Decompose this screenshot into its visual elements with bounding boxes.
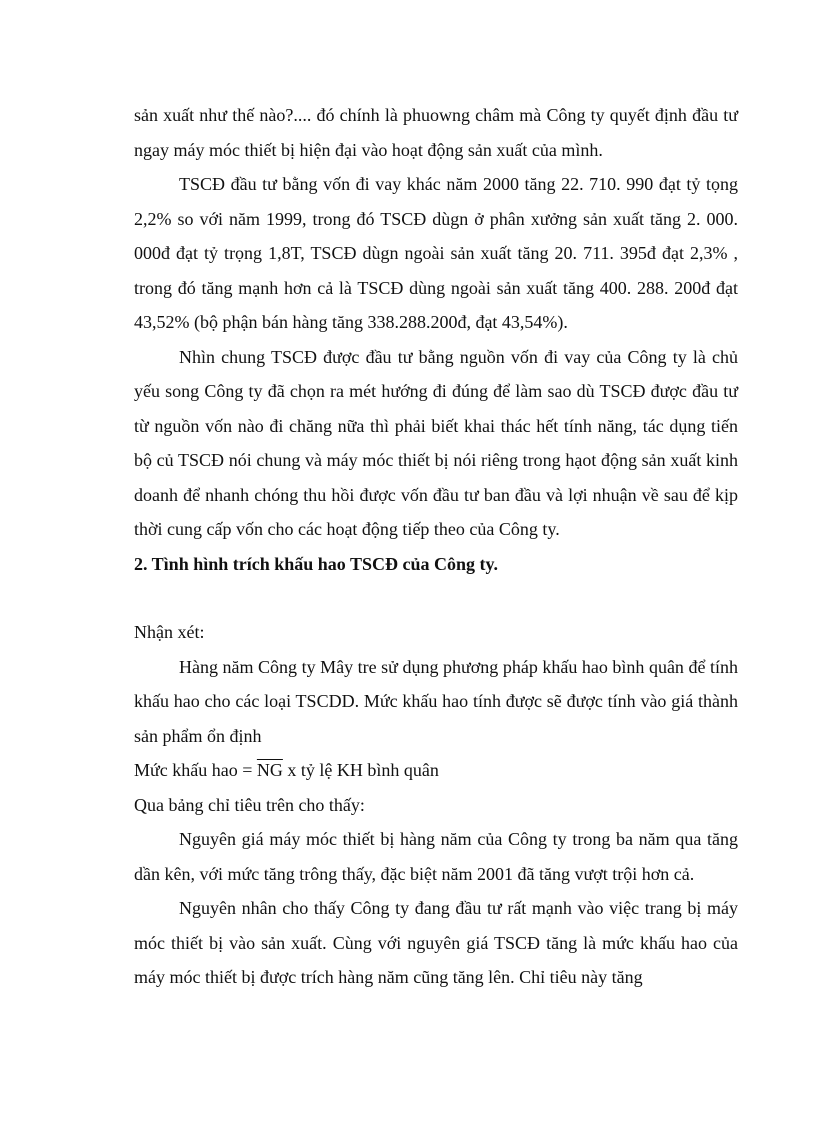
paragraph-borrowed-capital: TSCĐ đầu tư bằng vốn đi vay khác năm 2000 tăng 22. 710. 990 đạt tỷ tọng 2,2% so với năm 1999, trong đó TSCĐ dùgn ở phân xưởng sản xuất tăng 2. 000. 000đ đạt tỷ trọng 1,8T, TSCĐ dùgn ngoài sản xuất tăng 20. 711. 395đ đạt 2,3% , trong đó tăng mạnh hơn cả là TSCĐ dùng ngoài sản xuất tăng 400. 288. 200đ đạt 43,52% (bộ phận bán hàng tăng 338.288.200đ, đạt 43,54%).	[134, 174, 738, 332]
paragraph-table-intro: Qua bảng chỉ tiêu trên cho thấy:	[134, 794, 365, 815]
paragraph-depreciation-method: Hàng năm Công ty Mây tre sử dụng phương pháp khấu hao bình quân để tính khấu hao cho các loại TSCDD. Mức khấu hao tính được sẽ được tính vào giá thành sản phẩm ổn định	[134, 656, 738, 746]
paragraph-overview: Nhìn chung TSCĐ được đầu tư bằng nguồn vốn đi vay của Công ty là chủ yếu song Công ty đã chọn ra mét hướng đi đúng để làm sao dù TSCĐ được đầu tư từ nguồn vốn nào đi chăng nữa thì phải biết khai thác hết tính năng, tác dụng tiến bộ củ TSCĐ nói chung và máy móc thiết bị nói riêng trong hạot động sản xuất kinh doanh để nhanh chóng thu hồi được vốn đầu tư ban đầu và lợi nhuận về sau để kịp thời cung cấp vốn cho các hoạt động tiếp theo của Công ty.	[134, 346, 738, 539]
spacer	[134, 581, 738, 615]
formula-prefix: Mức khấu hao =	[134, 760, 257, 780]
remark-label: Nhận xét:	[134, 622, 205, 642]
formula-suffix: x tỷ lệ KH bình quân	[282, 760, 439, 780]
section-heading: 2. Tình hình trích khấu hao TSCĐ của Công ty.	[134, 553, 498, 574]
paragraph-cause: Nguyên nhân cho thấy Công ty đang đầu tư rất mạnh vào việc trang bị máy móc thiết bị vào sản xuất. Cùng với nguyên giá TSCĐ tăng là mức khấu hao của máy móc thiết bị được trích hàng năm cũng tăng lên. Chỉ tiêu này tăng	[134, 898, 738, 987]
paragraph-continuation: sản xuất như thế nào?.... đó chính là phuowng châm mà Công ty quyết định đầu tư ngay máy móc thiết bị hiện đại vào hoạt động sản xuất của mình.	[134, 105, 738, 160]
formula-ng: $\overline{NG}$	[256, 760, 283, 780]
depreciation-formula	[134, 753, 738, 788]
document-body	[134, 98, 738, 995]
paragraph-original-cost: Nguyên giá máy móc thiết bị hàng năm của Công ty trong ba năm qua tăng dần kên, với mức tăng trông thấy, đặc biệt năm 2001 đã tăng vượt trội hơn cả.	[134, 829, 738, 884]
